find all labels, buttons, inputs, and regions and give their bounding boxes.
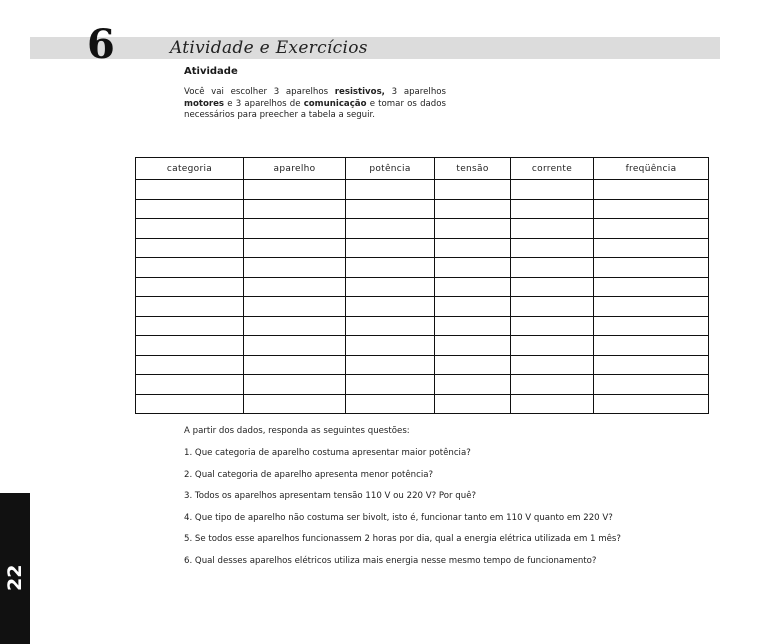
activity-instructions bbox=[184, 87, 446, 122]
instruction-text: e 3 aparelhos de bbox=[224, 98, 304, 109]
instruction-text: e tomar os dados necessários para preecher a tabela a seguir. bbox=[184, 98, 446, 121]
table-row bbox=[136, 394, 709, 414]
table-cell bbox=[346, 180, 435, 200]
table-cell bbox=[244, 336, 346, 356]
table-cell bbox=[136, 375, 244, 395]
table-row bbox=[136, 375, 709, 395]
question-item: 6. Qual desses aparelhos elétricos utiliza mais energia nesse mesmo tempo de funcionamento? bbox=[184, 555, 597, 566]
table-cell bbox=[244, 394, 346, 414]
table-row bbox=[136, 297, 709, 317]
activity-heading: Atividade bbox=[184, 66, 238, 77]
table-cell bbox=[244, 219, 346, 239]
table-cell bbox=[346, 238, 435, 258]
table-row bbox=[136, 238, 709, 258]
table-cell bbox=[594, 375, 709, 395]
table-cell bbox=[594, 394, 709, 414]
table-row bbox=[136, 219, 709, 239]
table-row bbox=[136, 258, 709, 278]
table-cell bbox=[136, 394, 244, 414]
table-body bbox=[136, 180, 709, 414]
instruction-text: Você vai escolher 3 aparelhos bbox=[184, 87, 335, 97]
question-item: 4. Que tipo de aparelho não costuma ser bivolt, isto é, funcionar tanto em 110 V quanto em 220 V? bbox=[184, 512, 613, 523]
table-cell bbox=[511, 355, 594, 375]
table-cell bbox=[244, 180, 346, 200]
table-cell bbox=[511, 375, 594, 395]
table-cell bbox=[435, 180, 511, 200]
question-item: 5. Se todos esse aparelhos funcionassem 2 horas por dia, qual a energia elétrica utilizada em 1 mês? bbox=[184, 534, 621, 544]
table-cell bbox=[435, 277, 511, 297]
table-cell bbox=[244, 316, 346, 336]
table-row bbox=[136, 355, 709, 375]
table-cell bbox=[136, 219, 244, 239]
question-item: 1. Que categoria de aparelho costuma apresentar maior potência? bbox=[184, 448, 471, 458]
table-cell bbox=[435, 297, 511, 317]
instruction-emphasis: comunicação bbox=[303, 98, 367, 109]
table-cell bbox=[435, 219, 511, 239]
table-cell bbox=[511, 219, 594, 239]
table-cell bbox=[435, 355, 511, 375]
table-cell bbox=[511, 180, 594, 200]
table-cell bbox=[346, 394, 435, 414]
questions-list bbox=[184, 447, 704, 576]
instruction-emphasis: resistivos, bbox=[334, 87, 385, 97]
table-cell bbox=[511, 316, 594, 336]
table-cell bbox=[346, 277, 435, 297]
table-cell bbox=[511, 394, 594, 414]
table-cell bbox=[346, 375, 435, 395]
table-cell bbox=[136, 355, 244, 375]
table-cell bbox=[435, 394, 511, 414]
table-cell bbox=[594, 258, 709, 278]
table-cell bbox=[346, 199, 435, 219]
instruction-emphasis: motores bbox=[184, 98, 225, 109]
question-item: 2. Qual categoria de aparelho apresenta menor potência? bbox=[184, 469, 434, 480]
table-cell bbox=[244, 258, 346, 278]
table-cell bbox=[136, 199, 244, 219]
table-cell bbox=[346, 219, 435, 239]
table-cell bbox=[244, 375, 346, 395]
column-header-frequencia: freqüência bbox=[594, 158, 709, 180]
table-cell bbox=[435, 199, 511, 219]
table-cell bbox=[594, 297, 709, 317]
table-cell bbox=[136, 277, 244, 297]
question-item: 3. Todos os aparelhos apresentam tensão 110 V ou 220 V? Por quê? bbox=[184, 491, 477, 501]
table-cell bbox=[136, 258, 244, 278]
table-cell bbox=[511, 277, 594, 297]
questions-section bbox=[184, 425, 704, 576]
column-header-categoria: categoria bbox=[136, 158, 244, 180]
table-header-row bbox=[136, 158, 709, 180]
table-cell bbox=[346, 336, 435, 356]
column-header-corrente: corrente bbox=[511, 158, 594, 180]
chapter-number: 6 bbox=[87, 21, 115, 68]
table-cell bbox=[511, 336, 594, 356]
table-cell bbox=[435, 336, 511, 356]
column-header-aparelho: aparelho bbox=[244, 158, 346, 180]
section-title: Atividade e Exercícios bbox=[170, 38, 368, 58]
column-header-tensao: tensão bbox=[435, 158, 511, 180]
page-number: 22 bbox=[4, 564, 26, 591]
table-cell bbox=[594, 336, 709, 356]
table-cell bbox=[594, 316, 709, 336]
table-cell bbox=[346, 316, 435, 336]
column-header-potencia: potência bbox=[346, 158, 435, 180]
table-cell bbox=[244, 199, 346, 219]
table-cell bbox=[346, 258, 435, 278]
table-cell bbox=[594, 277, 709, 297]
table-cell bbox=[244, 238, 346, 258]
table-cell bbox=[435, 375, 511, 395]
table-cell bbox=[136, 316, 244, 336]
table-cell bbox=[511, 199, 594, 219]
table-cell bbox=[435, 238, 511, 258]
table-cell bbox=[244, 277, 346, 297]
table-cell bbox=[136, 180, 244, 200]
table-cell bbox=[594, 219, 709, 239]
table-cell bbox=[594, 180, 709, 200]
table-cell bbox=[136, 297, 244, 317]
instruction-text: 3 aparelhos bbox=[384, 87, 447, 97]
header-band bbox=[30, 37, 720, 59]
table-cell bbox=[244, 297, 346, 317]
questions-intro: A partir dos dados, responda as seguintes questões: bbox=[184, 426, 410, 436]
table-row bbox=[136, 277, 709, 297]
data-table bbox=[135, 157, 709, 414]
table-cell bbox=[435, 316, 511, 336]
table-row bbox=[136, 180, 709, 200]
table-cell bbox=[244, 355, 346, 375]
table-cell bbox=[511, 258, 594, 278]
table-row bbox=[136, 316, 709, 336]
table-row bbox=[136, 199, 709, 219]
table-cell bbox=[511, 238, 594, 258]
table-cell bbox=[594, 238, 709, 258]
table-cell bbox=[136, 238, 244, 258]
table-cell bbox=[346, 355, 435, 375]
table-cell bbox=[594, 199, 709, 219]
table-cell bbox=[136, 336, 244, 356]
table-row bbox=[136, 336, 709, 356]
table-cell bbox=[346, 297, 435, 317]
table-cell bbox=[594, 355, 709, 375]
table-cell bbox=[435, 258, 511, 278]
table-cell bbox=[511, 297, 594, 317]
